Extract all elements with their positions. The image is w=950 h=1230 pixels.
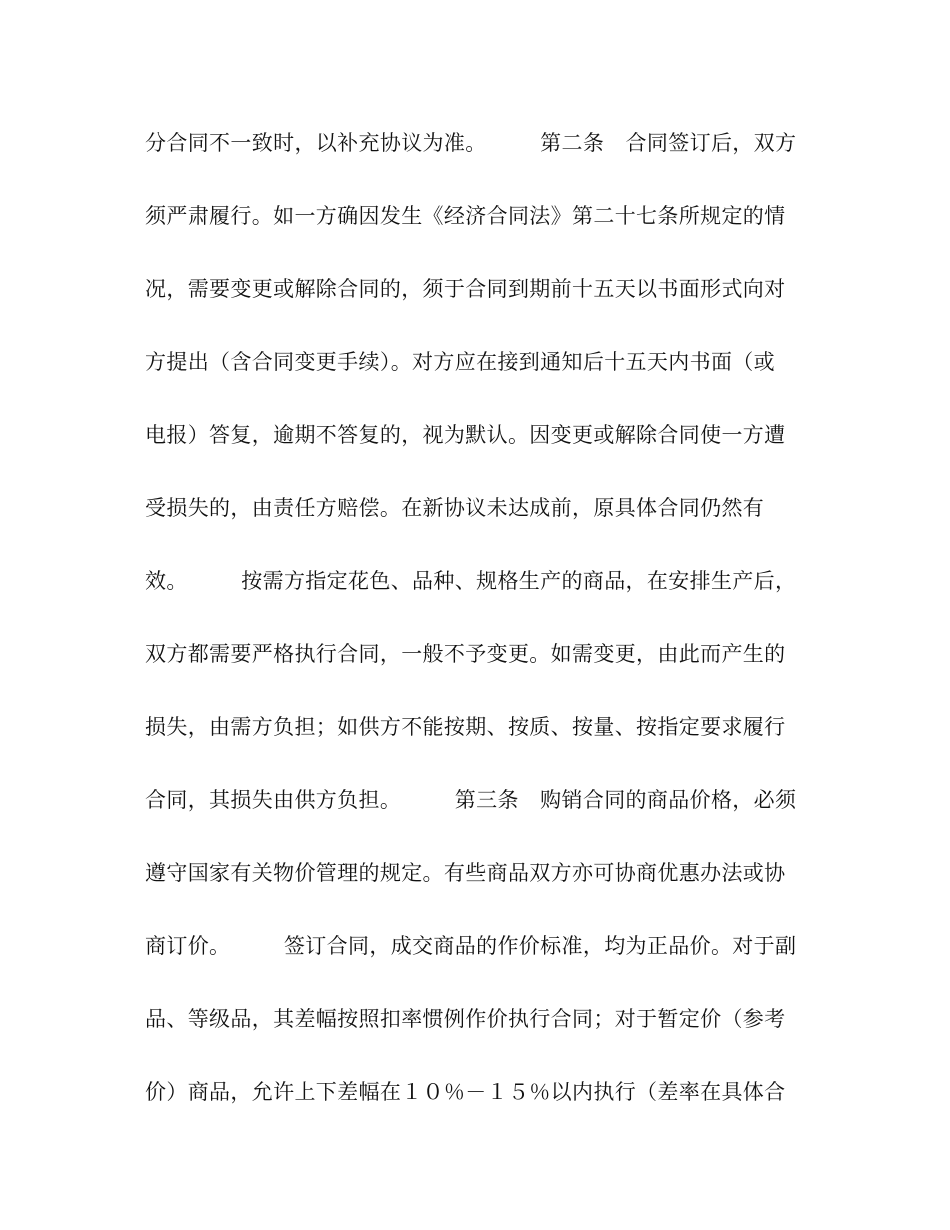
text-line-12: 商订价。 签订合同，成交商品的作价标准，均为正品价。对于副 xyxy=(145,934,797,958)
text-line-10: 合同，其损失由供方负担。 第三条 购销合同的商品价格，必须 xyxy=(145,788,797,812)
text-line-9: 损失，由需方负担；如供方不能按期、按质、按量、按指定要求履行 xyxy=(145,715,786,739)
text-line-6: 受损失的，由责任方赔偿。在新协议未达成前，原具体合同仍然有 xyxy=(145,496,765,520)
text-line-14: 价）商品，允许上下差幅在１０％－１５％以内执行（差率在具体合 xyxy=(145,1080,786,1104)
text-line-13: 品、等级品，其差幅按照扣率惯例作价执行合同；对于暂定价（参考 xyxy=(145,1007,786,1031)
text-line-4: 方提出（含合同变更手续）。对方应在接到通知后十五天内书面（或 xyxy=(145,350,775,374)
text-line-3: 况，需要变更或解除合同的，须于合同到期前十五天以书面形式向对 xyxy=(145,277,786,301)
text-line-5: 电报）答复，逾期不答复的，视为默认。因变更或解除合同使一方遭 xyxy=(145,423,786,447)
text-line-2: 须严肃履行。如一方确因发生《经济合同法》第二十七条所规定的情 xyxy=(145,204,786,228)
text-line-11: 遵守国家有关物价管理的规定。有些商品双方亦可协商优惠办法或协 xyxy=(145,861,786,885)
text-line-1: 分合同不一致时，以补充协议为准。 第二条 合同签订后，双方 xyxy=(145,131,797,155)
text-line-7: 效。 按需方指定花色、品种、规格生产的商品，在安排生产后， xyxy=(145,569,797,593)
text-line-8: 双方都需要严格执行合同，一般不予变更。如需变更，由此而产生的 xyxy=(145,642,786,666)
